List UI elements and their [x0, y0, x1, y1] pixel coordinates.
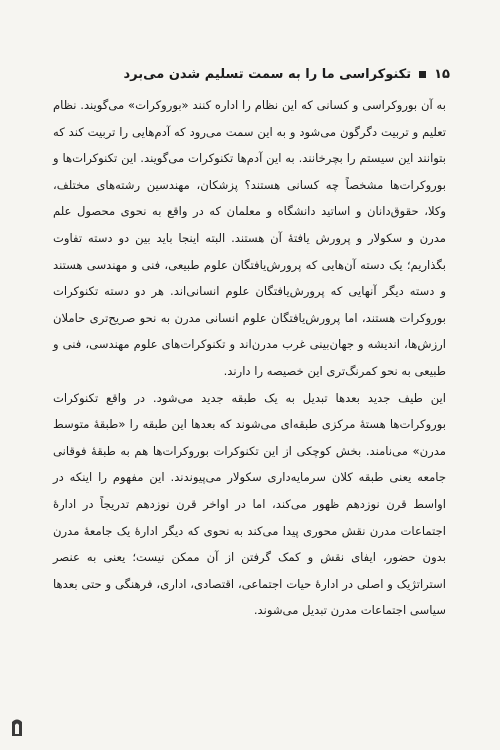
paragraph: این طیف جدید بعدها تبدیل به یک طبقه جدید می‌شود. در واقع تکنوکرات بوروکرات‌ها هستهٔ مرکزی طبقه‌ای می‌شوند که بعدها این طبقه را «طبقهٔ متوسط مدرن» می‌نامند. بخش کوچکی از این تکنوکرات بوروکرات‌ها هم به طبقهٔ فوقانی جامعه یعنی طبقه کلان سرمایه‌داری سکولار می‌پیوندند. این مفهوم را اینکه در اواسط قرن نوزدهم ظهور می‌کند، اما در اواخر قرن نوزدهم تدریجاً در ادارهٔ اجتماعات مدرن نقش محوری پیدا می‌کند به نحوی که دیگر ادارهٔ یک جامعهٔ مدرن بدون حضور، ایفای نقش و کمک گرفتن از آن ممکن نیست؛ یعنی به عنصر استراتژیک و اصلی در ادارهٔ حیات اجتماعی، اقتصادی، اداری، فرهنگی و حتی بعدها سیاسی اجتماعات مدرن تبدیل می‌شوند. — [53, 390, 446, 618]
paragraph: به آن بوروکراسی و کسانی که این نظام را اداره کنند «بوروکرات» می‌گویند. نظام تعلیم و تربیت دگرگون می‌شود و به این سمت می‌رود که آدم‌هایی را تربیت کند که بتوانند این سیستم را بچرخانند. به این آدم‌ها تکنوکرات می‌گویند. این تکنوکرات‌ها و بوروکرات‌ها مشخصاً چه کسانی هستند؟ پزشکان، مهندسین رشته‌های مختلف، وکلا، حقوق‌دانان و اساتید دانشگاه و معلمان که در واقع به نحوی محصول علم مدرن و سکولار و پرورش یافتهٔ آن هستند. البته اینجا باید بین دو دسته تفاوت بگذاریم؛ یک دسته آن‌هایی که پرورش‌یافتگان علوم طبیعی، فنی و مهندسی هستند و دسته دیگر آنهایی که پرورش‌یافتگان علوم انسانی‌اند. هر دو دسته تکنوکرات بوروکرات هستند، اما پرورش‌یافتگان علوم انسانی مدرن به نحو صریح‌تری حاملان ارزش‌ها، اندیشه و جهان‌بینی غرب مدرن‌اند و تکنوکرات‌های علوم مهندسی، فنی و طبیعی به نحو کمرنگ‌تری این خصیصه را دارند. — [53, 98, 446, 378]
page-number: ۱۵ — [434, 66, 450, 82]
page-header — [96, 62, 450, 86]
publisher-logo-icon — [10, 716, 24, 738]
square-bullet-icon — [419, 71, 426, 78]
page-body — [53, 92, 446, 624]
running-title: تکنوکراسی ما را به سمت تسلیم شدن می‌برد — [123, 66, 412, 82]
